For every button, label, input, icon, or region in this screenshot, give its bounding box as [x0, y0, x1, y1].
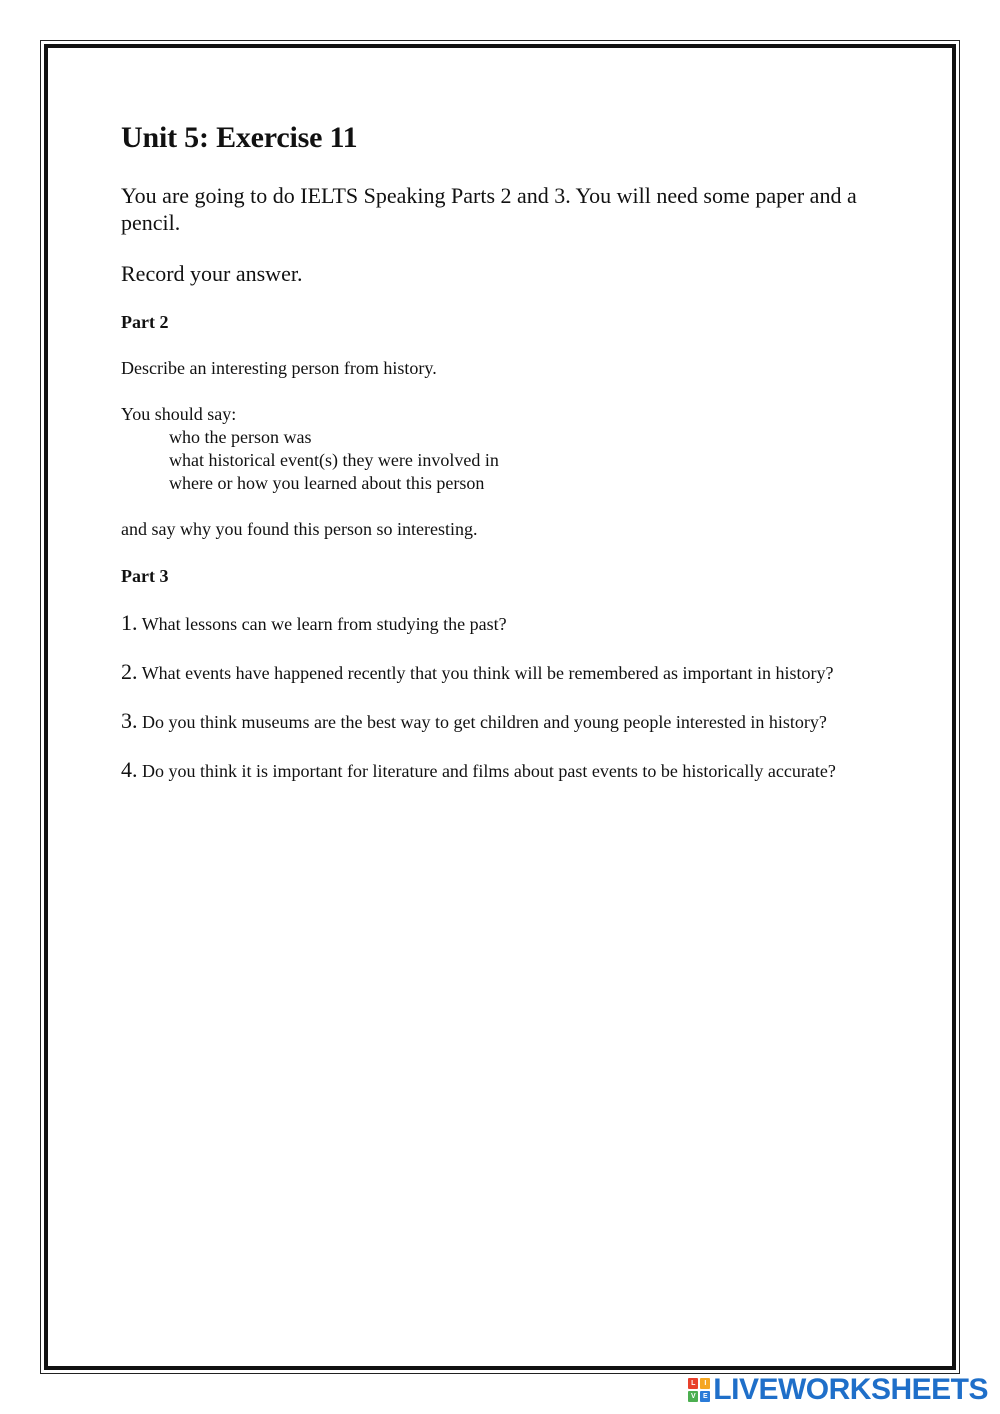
question-2	[121, 660, 866, 685]
page-title: Unit 5: Exercise 11	[121, 121, 358, 154]
question-3	[121, 709, 866, 734]
worksheet-content	[121, 118, 866, 783]
logo-tile: E	[700, 1391, 710, 1402]
part2-heading: Part 2	[121, 312, 169, 332]
liveworksheets-logo-icon	[688, 1378, 710, 1402]
list-item: where or how you learned about this person	[169, 473, 485, 493]
question-number: 2.	[121, 659, 138, 684]
part2-task: Describe an interesting person from history.	[121, 358, 437, 378]
logo-tile: I	[700, 1378, 710, 1389]
question-number: 4.	[121, 757, 138, 782]
list-item: what historical event(s) they were involved in	[169, 450, 499, 470]
list-item: who the person was	[169, 427, 312, 447]
part2-should-say: You should say:	[121, 404, 237, 424]
intro-text: You are going to do IELTS Speaking Parts 2 and 3. You will need some paper and a pencil.	[121, 183, 857, 235]
record-instruction: Record your answer.	[121, 261, 303, 286]
question-1	[121, 611, 866, 636]
part2-prompt-list	[121, 426, 866, 495]
question-text: Do you think museums are the best way to get children and young people interested in history?	[142, 712, 827, 732]
part2-closing: and say why you found this person so interesting.	[121, 519, 478, 539]
logo-tile: L	[688, 1378, 698, 1389]
question-text: What lessons can we learn from studying the past?	[141, 614, 507, 634]
question-text: Do you think it is important for literature and films about past events to be historically accurate?	[142, 761, 836, 781]
question-4	[121, 758, 866, 783]
brand-text: LIVEWORKSHEETS	[713, 1373, 988, 1406]
question-number: 1.	[121, 610, 138, 635]
question-text: What events have happened recently that you think will be remembered as important in history?	[141, 663, 834, 683]
logo-tile: V	[688, 1391, 698, 1402]
question-number: 3.	[121, 708, 138, 733]
liveworksheets-brand	[688, 1374, 988, 1406]
part3-heading: Part 3	[121, 566, 169, 586]
